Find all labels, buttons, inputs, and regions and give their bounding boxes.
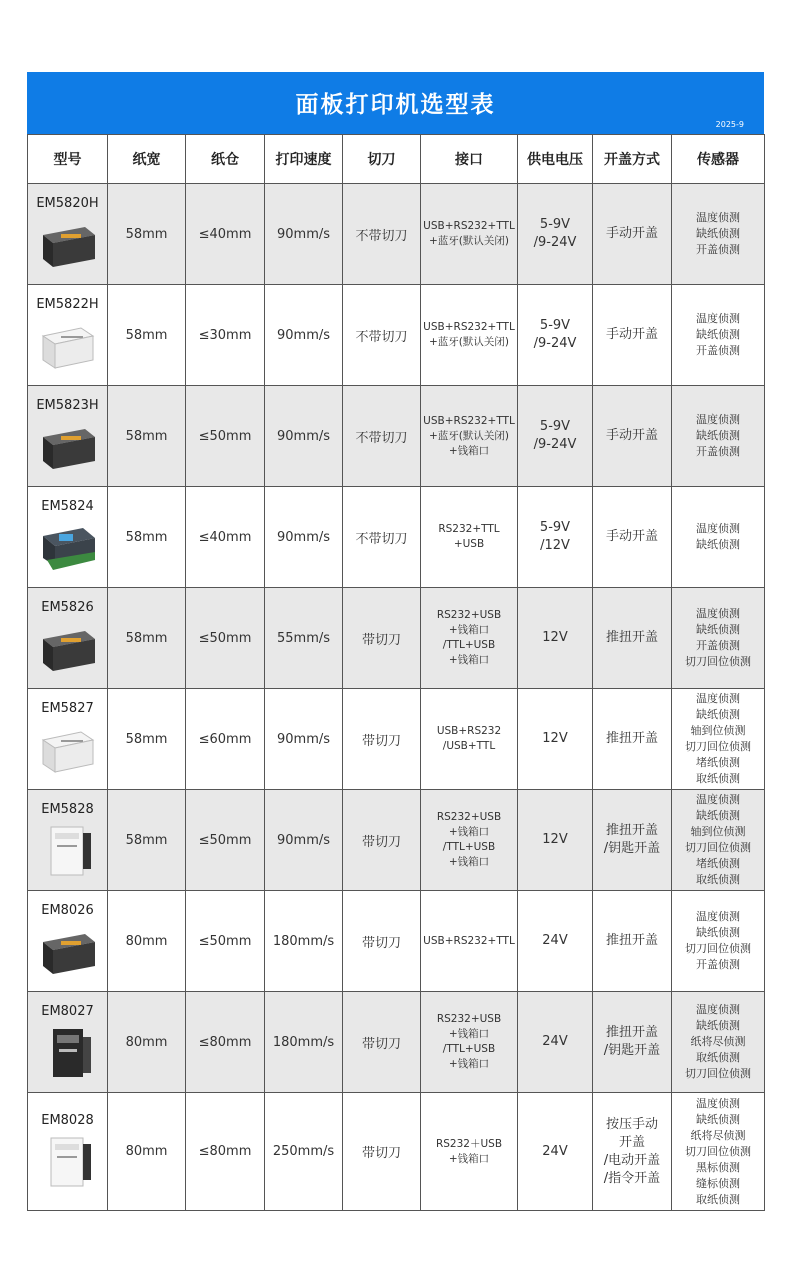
interface-cell-line: +钱箱口 [448, 1028, 490, 1040]
sensor-cell-line: 堵纸侦测 [696, 756, 740, 769]
printer-em5827-icon [37, 722, 99, 778]
date-label: 2025-9 [715, 120, 744, 129]
sensor-cell-line: 温度侦测 [696, 607, 740, 620]
interface-cell-line: +蓝牙(默认关闭) [429, 336, 509, 348]
sensor-cell-line: 开盖侦测 [696, 445, 740, 458]
interface-cell-line: +蓝牙(默认关闭) [429, 429, 509, 442]
sensor-cell [672, 891, 765, 992]
interface-cell-line: /TTL+USB [442, 841, 496, 853]
speed-cell-line: 90mm/s [276, 226, 331, 242]
speed-cell-line: 250mm/s [272, 1144, 335, 1159]
cover-method-cell-line: 推扭开盖 [605, 823, 658, 838]
cutter-cell [343, 386, 421, 487]
model-cell [28, 689, 108, 790]
cover-method-cell [593, 891, 672, 992]
cutter-cell [343, 588, 421, 689]
table-row [28, 689, 765, 790]
voltage-cell-line: 5-9V [539, 520, 571, 535]
model-name: EM5827 [41, 700, 94, 716]
bin-cell-line: ≤50mm [198, 428, 252, 444]
bin-cell-line: ≤30mm [198, 327, 252, 343]
voltage-cell-line: /9-24V [533, 336, 577, 351]
sensor-cell [672, 992, 765, 1093]
cover-method-cell-line: 按压手动 [605, 1116, 658, 1132]
table-row [28, 992, 765, 1093]
voltage-cell-line: 5-9V [539, 217, 571, 232]
cutter-cell [343, 689, 421, 790]
width-cell [108, 689, 186, 790]
voltage-cell-line: 24V [542, 1034, 568, 1049]
width-cell-line: 58mm [125, 832, 168, 848]
model-cell [28, 285, 108, 386]
sensor-cell-line: 切刀回位侦测 [685, 942, 751, 955]
printer-em5823h-icon [37, 419, 99, 475]
cutter-cell [343, 285, 421, 386]
interface-cell-line: +USB [453, 538, 485, 550]
speed-cell-line: 55mm/s [276, 630, 331, 646]
bin-cell-line: ≤40mm [198, 529, 252, 545]
speed-cell-line: 90mm/s [276, 428, 331, 444]
model-name: EM5820H [36, 195, 99, 211]
sensor-cell-line: 堵纸侦测 [696, 857, 740, 870]
model-name: EM5824 [41, 498, 94, 514]
speed-cell-line: 90mm/s [276, 529, 331, 545]
interface-cell-line: /TTL+USB [442, 1043, 496, 1055]
sensor-cell [672, 184, 765, 285]
speed-cell [265, 689, 343, 790]
model-name: EM5823H [36, 397, 99, 413]
speed-cell [265, 285, 343, 386]
printer-em5826-icon [37, 621, 99, 677]
cutter-cell-line: 不带切刀 [355, 531, 408, 547]
model-name: EM8027 [41, 1003, 94, 1019]
col-header-cover: 开盖方式 [593, 135, 672, 184]
speed-cell-line: 90mm/s [276, 832, 331, 848]
width-cell-line: 58mm [125, 529, 168, 545]
interface-cell-line: USB+RS232+TTL [423, 321, 515, 333]
cutter-cell-line: 带切刀 [361, 1036, 401, 1052]
printer-em8026-icon [37, 924, 99, 980]
sensor-cell-line: 开盖侦测 [696, 243, 740, 256]
width-cell [108, 386, 186, 487]
sensor-cell-line: 缝标侦测 [696, 1176, 740, 1190]
interface-cell [421, 285, 518, 386]
table-row [28, 588, 765, 689]
width-cell [108, 1093, 186, 1211]
cutter-cell-line: 带切刀 [361, 834, 401, 850]
interface-cell [421, 891, 518, 992]
col-header-cutter: 切刀 [343, 135, 421, 184]
sensor-cell-line: 温度侦测 [696, 692, 740, 705]
sensor-cell-line: 取纸侦测 [696, 772, 740, 785]
interface-cell-line: USB+RS232 [436, 725, 502, 737]
width-cell-line: 80mm [125, 933, 168, 949]
title-banner [27, 72, 764, 134]
printer-em5822h-icon [37, 318, 99, 374]
sensor-cell [672, 588, 765, 689]
interface-cell [421, 184, 518, 285]
cover-method-cell [593, 588, 672, 689]
spec-table [27, 134, 765, 1211]
sensor-cell-line: 切刀回位侦测 [685, 1144, 751, 1158]
printer-em5828-icon [37, 823, 99, 879]
bin-cell-line: ≤50mm [198, 832, 252, 848]
voltage-cell-line: /9-24V [533, 437, 577, 452]
model-name: EM5822H [36, 296, 99, 312]
sensor-cell-line: 纸将尽侦测 [690, 1128, 746, 1142]
cover-method-cell [593, 487, 672, 588]
sensor-cell-line: 温度侦测 [696, 793, 740, 806]
sensor-cell-line: 温度侦测 [696, 211, 740, 224]
interface-cell-line: RS232＋USB [435, 1137, 503, 1150]
cover-method-cell-line: 手动开盖 [605, 327, 658, 342]
model-cell [28, 891, 108, 992]
sensor-cell-line: 轴到位侦测 [690, 724, 746, 737]
speed-cell-line: 90mm/s [276, 327, 331, 343]
sensor-cell-line: 缺纸侦测 [696, 708, 740, 721]
sensor-cell-line: 温度侦测 [696, 1003, 740, 1016]
sensor-cell-line: 切刀回位侦测 [685, 1067, 751, 1080]
speed-cell [265, 184, 343, 285]
width-cell [108, 184, 186, 285]
selection-sheet [27, 72, 764, 1211]
sensor-cell [672, 790, 765, 891]
interface-cell-line: /TTL+USB [442, 639, 496, 651]
interface-cell [421, 386, 518, 487]
speed-cell [265, 891, 343, 992]
cover-method-cell-line: 推扭开盖 [605, 630, 658, 645]
bin-cell [186, 790, 265, 891]
model-name: EM8028 [41, 1113, 94, 1128]
sensor-cell-line: 开盖侦测 [696, 639, 740, 652]
voltage-cell [518, 790, 593, 891]
sensor-cell-line: 缺纸侦测 [696, 623, 740, 636]
width-cell-line: 80mm [125, 1144, 168, 1159]
sensor-cell-line: 温度侦测 [696, 1096, 740, 1110]
sensor-cell-line: 温度侦测 [696, 910, 740, 923]
bin-cell-line: ≤60mm [198, 731, 252, 747]
interface-cell-line: +蓝牙(默认关闭) [429, 235, 509, 247]
cover-method-cell-line: /指令开盖 [603, 1170, 661, 1186]
speed-cell [265, 1093, 343, 1211]
table-row [28, 1093, 765, 1211]
cutter-cell [343, 487, 421, 588]
cutter-cell [343, 891, 421, 992]
speed-cell [265, 790, 343, 891]
printer-em8028-icon [37, 1134, 99, 1190]
voltage-cell [518, 285, 593, 386]
interface-cell-line: +钱箱口 [448, 1058, 490, 1070]
cover-method-cell-line: 推扭开盖 [605, 933, 658, 948]
bin-cell [186, 588, 265, 689]
voltage-cell-line: 24V [542, 933, 568, 948]
speed-cell [265, 386, 343, 487]
sensor-cell-line: 切刀回位侦测 [685, 740, 751, 753]
bin-cell [186, 689, 265, 790]
header-row [28, 135, 765, 184]
voltage-cell [518, 689, 593, 790]
sensor-cell-line: 纸将尽侦测 [690, 1035, 746, 1048]
sensor-cell [672, 386, 765, 487]
table-row [28, 386, 765, 487]
interface-cell [421, 1093, 518, 1211]
model-name: EM5826 [41, 599, 94, 615]
col-header-speed: 打印速度 [265, 135, 343, 184]
voltage-cell [518, 1093, 593, 1211]
interface-cell [421, 790, 518, 891]
cutter-cell-line: 不带切刀 [355, 329, 408, 345]
sensor-cell [672, 1093, 765, 1211]
interface-cell-line: +钱箱口 [448, 1152, 490, 1165]
cover-method-cell-line: 推扭开盖 [605, 731, 658, 746]
interface-cell-line: USB+RS232+TTL [423, 414, 515, 427]
width-cell-line: 58mm [125, 630, 168, 646]
cutter-cell-line: 不带切刀 [355, 228, 408, 244]
sensor-cell-line: 取纸侦测 [696, 1192, 740, 1206]
cover-method-cell-line: 手动开盖 [605, 529, 658, 544]
interface-cell [421, 689, 518, 790]
model-cell [28, 386, 108, 487]
interface-cell-line: RS232+USB [436, 609, 502, 621]
bin-cell-line: ≤50mm [198, 630, 252, 646]
interface-cell-line: RS232+USB [436, 1013, 502, 1025]
cover-method-cell-line: /电动开盖 [603, 1152, 661, 1168]
cutter-cell-line: 带切刀 [361, 935, 401, 951]
cover-method-cell-line: 手动开盖 [605, 226, 658, 241]
interface-cell-line: +钱箱口 [448, 856, 490, 868]
speed-cell-line: 180mm/s [272, 1034, 335, 1050]
col-header-voltage: 供电电压 [518, 135, 593, 184]
cover-method-cell [593, 1093, 672, 1211]
bin-cell [186, 891, 265, 992]
voltage-cell [518, 386, 593, 487]
model-cell [28, 487, 108, 588]
sensor-cell [672, 689, 765, 790]
col-header-sensor: 传感器 [672, 135, 765, 184]
bin-cell-line: ≤80mm [198, 1144, 252, 1159]
cover-method-cell-line: 手动开盖 [605, 428, 658, 443]
cover-method-cell-line: /钥匙开盖 [603, 841, 661, 856]
table-row [28, 891, 765, 992]
bin-cell-line: ≤40mm [198, 226, 252, 242]
interface-cell-line: USB+RS232+TTL [423, 220, 515, 232]
sensor-cell-line: 切刀回位侦测 [685, 841, 751, 854]
sensor-cell-line: 缺纸侦测 [696, 809, 740, 822]
interface-cell-line: +钱箱口 [448, 444, 490, 457]
sensor-cell-line: 缺纸侦测 [696, 1112, 740, 1126]
col-header-model: 型号 [28, 135, 108, 184]
voltage-cell-line: 12V [542, 832, 568, 847]
sensor-cell-line: 温度侦测 [696, 522, 740, 535]
width-cell [108, 992, 186, 1093]
speed-cell-line: 90mm/s [276, 731, 331, 747]
speed-cell [265, 992, 343, 1093]
width-cell-line: 80mm [125, 1034, 168, 1050]
cover-method-cell [593, 285, 672, 386]
voltage-cell-line: 12V [542, 630, 568, 645]
page-title: 面板打印机选型表 [295, 92, 496, 118]
bin-cell-line: ≤50mm [198, 933, 252, 949]
cover-method-cell [593, 790, 672, 891]
sensor-cell-line: 缺纸侦测 [696, 227, 740, 240]
width-cell [108, 487, 186, 588]
voltage-cell-line: 5-9V [539, 318, 571, 333]
cover-method-cell-line: 推扭开盖 [605, 1025, 658, 1040]
interface-cell [421, 992, 518, 1093]
cutter-cell-line: 带切刀 [361, 632, 401, 648]
printer-em8027-icon [37, 1025, 99, 1081]
width-cell [108, 891, 186, 992]
sensor-cell-line: 黑标侦测 [696, 1160, 740, 1174]
voltage-cell-line: /9-24V [533, 235, 577, 250]
cover-method-cell [593, 184, 672, 285]
bin-cell-line: ≤80mm [198, 1034, 252, 1050]
model-cell [28, 992, 108, 1093]
interface-cell-line: /USB+TTL [442, 740, 496, 752]
width-cell [108, 285, 186, 386]
sensor-cell-line: 取纸侦测 [696, 1051, 740, 1064]
voltage-cell-line: 5-9V [539, 419, 571, 434]
sensor-cell-line: 开盖侦测 [696, 958, 740, 971]
interface-cell [421, 487, 518, 588]
voltage-cell-line: /12V [540, 538, 570, 553]
cutter-cell-line: 带切刀 [361, 1146, 401, 1161]
col-header-width: 纸宽 [108, 135, 186, 184]
voltage-cell [518, 487, 593, 588]
interface-cell-line: +钱箱口 [448, 654, 490, 666]
speed-cell [265, 487, 343, 588]
width-cell [108, 790, 186, 891]
cutter-cell [343, 1093, 421, 1211]
cover-method-cell [593, 386, 672, 487]
interface-cell [421, 588, 518, 689]
speed-cell [265, 588, 343, 689]
col-header-bin: 纸仓 [186, 135, 265, 184]
interface-cell-line: +钱箱口 [448, 624, 490, 636]
voltage-cell [518, 891, 593, 992]
voltage-cell [518, 992, 593, 1093]
model-cell [28, 790, 108, 891]
sensor-cell-line: 缺纸侦测 [696, 926, 740, 939]
interface-cell-line: RS232+USB [436, 811, 502, 823]
width-cell [108, 588, 186, 689]
sensor-cell-line: 缺纸侦测 [696, 429, 740, 442]
sensor-cell-line: 取纸侦测 [696, 873, 740, 886]
model-cell [28, 184, 108, 285]
sensor-cell-line: 轴到位侦测 [690, 825, 746, 838]
interface-cell-line: RS232+TTL [438, 523, 500, 535]
model-name: EM8026 [41, 902, 94, 918]
sensor-cell-line: 缺纸侦测 [696, 538, 740, 551]
width-cell-line: 58mm [125, 731, 168, 747]
cover-method-cell-line: 开盖 [618, 1134, 645, 1150]
bin-cell [186, 487, 265, 588]
cutter-cell [343, 992, 421, 1093]
table-row [28, 184, 765, 285]
sensor-cell-line: 开盖侦测 [696, 344, 740, 357]
voltage-cell [518, 184, 593, 285]
sensor-cell-line: 缺纸侦测 [696, 1019, 740, 1032]
table-row [28, 285, 765, 386]
interface-cell-line: +钱箱口 [448, 826, 490, 838]
bin-cell [186, 386, 265, 487]
sensor-cell-line: 温度侦测 [696, 413, 740, 426]
voltage-cell-line: 12V [542, 731, 568, 746]
width-cell-line: 58mm [125, 428, 168, 444]
voltage-cell-line: 24V [542, 1143, 568, 1159]
cutter-cell [343, 184, 421, 285]
sensor-cell [672, 487, 765, 588]
width-cell-line: 58mm [125, 327, 168, 343]
model-name: EM5828 [41, 801, 94, 817]
sensor-cell [672, 285, 765, 386]
model-cell [28, 1093, 108, 1211]
voltage-cell [518, 588, 593, 689]
table-row [28, 487, 765, 588]
sensor-cell-line: 切刀回位侦测 [685, 655, 751, 668]
cutter-cell-line: 不带切刀 [355, 430, 408, 446]
model-cell [28, 588, 108, 689]
bin-cell [186, 184, 265, 285]
cover-method-cell [593, 689, 672, 790]
cutter-cell [343, 790, 421, 891]
printer-em5820h-icon [37, 217, 99, 273]
cover-method-cell-line: /钥匙开盖 [603, 1043, 661, 1058]
cutter-cell-line: 带切刀 [361, 733, 401, 749]
sensor-cell-line: 缺纸侦测 [696, 328, 740, 341]
cover-method-cell [593, 992, 672, 1093]
bin-cell [186, 992, 265, 1093]
speed-cell-line: 180mm/s [272, 933, 335, 949]
bin-cell [186, 1093, 265, 1211]
width-cell-line: 58mm [125, 226, 168, 242]
bin-cell [186, 285, 265, 386]
table-row [28, 790, 765, 891]
sensor-cell-line: 温度侦测 [696, 312, 740, 325]
col-header-interface: 接口 [421, 135, 518, 184]
interface-cell-line: USB+RS232+TTL [423, 934, 515, 947]
printer-em5824-icon [37, 520, 99, 576]
